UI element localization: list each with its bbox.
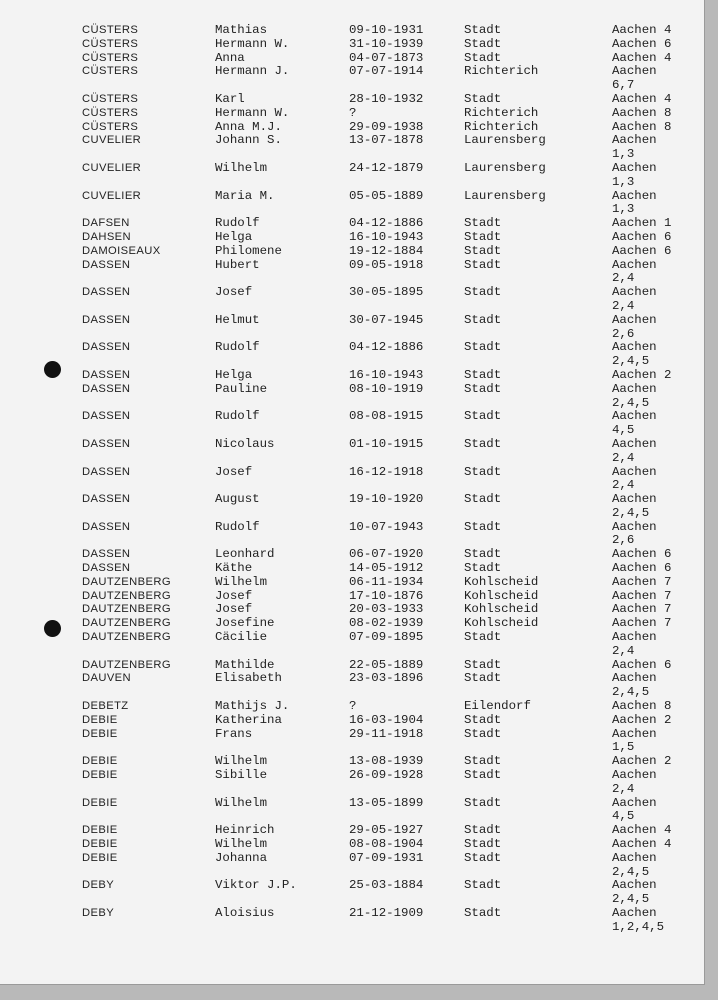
birth-date: 08-08-1915 — [349, 409, 424, 424]
district: Stadt — [464, 878, 502, 893]
city-code-continuation: 1,3 — [612, 202, 635, 217]
city-code-continuation: 2,4,5 — [612, 892, 650, 907]
surname: DEBIE — [82, 769, 118, 782]
given-name: Philomene — [215, 243, 282, 258]
record-row — [0, 493, 704, 521]
surname: DAHSEN — [82, 230, 132, 243]
surname: CÜSTERS — [82, 120, 139, 133]
birth-date: 19-12-1884 — [349, 243, 424, 258]
surname: DEBIE — [82, 851, 118, 864]
surname: CÜSTERS — [82, 37, 139, 50]
city-code: Aachen — [612, 285, 657, 300]
city-code: Aachen 6 — [612, 547, 672, 562]
record-row — [0, 562, 704, 576]
given-name: Nicolaus — [215, 436, 275, 451]
given-name: Johann S. — [215, 133, 282, 148]
city-code-continuation: 2,4 — [612, 643, 635, 658]
birth-date: 07-09-1931 — [349, 850, 424, 865]
given-name: Mathias — [215, 23, 268, 37]
city-code: Aachen — [612, 906, 657, 920]
surname: DEBETZ — [82, 700, 129, 713]
city-code: Aachen — [612, 133, 657, 148]
city-code: Aachen 6 — [612, 36, 672, 51]
given-name: Viktor J.P. — [215, 878, 297, 893]
record-row — [0, 121, 704, 135]
birth-date: 23-03-1896 — [349, 671, 424, 686]
birth-date: 08-10-1919 — [349, 381, 424, 396]
surname: DASSEN — [82, 548, 131, 561]
district: Stadt — [464, 547, 502, 562]
district: Laurensberg — [464, 188, 546, 203]
birth-date: 17-10-1876 — [349, 588, 424, 603]
city-code: Aachen — [612, 726, 657, 741]
surname: CÜSTERS — [82, 24, 139, 36]
record-row — [0, 590, 704, 604]
surname: DEBIE — [82, 838, 118, 851]
record-row — [0, 438, 704, 466]
surname: DASSEN — [82, 341, 131, 354]
district: Stadt — [464, 712, 502, 727]
given-name: Wilhelm — [215, 574, 268, 589]
district: Stadt — [464, 754, 502, 769]
birth-date: 09-10-1931 — [349, 23, 424, 37]
district: Stadt — [464, 436, 502, 451]
given-name: Karl — [215, 91, 245, 106]
birth-date: 29-09-1938 — [349, 119, 424, 134]
city-code: Aachen 6 — [612, 561, 672, 576]
record-row — [0, 383, 704, 411]
birth-date: 04-12-1886 — [349, 216, 424, 231]
city-code: Aachen — [612, 64, 657, 79]
given-name: Rudolf — [215, 340, 260, 355]
city-code: Aachen 6 — [612, 657, 672, 672]
given-name: Anna M.J. — [215, 119, 282, 134]
city-code-continuation: 1,5 — [612, 740, 635, 755]
surname: DEBIE — [82, 713, 118, 726]
surname: DAUVEN — [82, 672, 132, 685]
city-code: Aachen 7 — [612, 602, 672, 617]
record-row — [0, 369, 704, 383]
surname: CÜSTERS — [82, 51, 139, 64]
district: Stadt — [464, 561, 502, 576]
birth-date: 04-12-1886 — [349, 340, 424, 355]
birth-date: 14-05-1912 — [349, 561, 424, 576]
record-row — [0, 259, 704, 287]
surname: DASSEN — [82, 562, 131, 575]
city-code: Aachen 7 — [612, 616, 672, 631]
surname: DASSEN — [82, 258, 131, 271]
birth-date: 29-05-1927 — [349, 823, 424, 838]
birth-date: 31-10-1939 — [349, 36, 424, 51]
birth-date: 25-03-1884 — [349, 878, 424, 893]
record-row — [0, 755, 704, 769]
district: Eilendorf — [464, 699, 531, 714]
district: Stadt — [464, 229, 502, 244]
birth-date: 06-07-1920 — [349, 547, 424, 562]
record-row — [0, 852, 704, 880]
district: Laurensberg — [464, 133, 546, 148]
given-name: August — [215, 492, 260, 507]
birth-date: 13-07-1878 — [349, 133, 424, 148]
surname: DEBY — [82, 907, 115, 919]
birth-date: 20-03-1933 — [349, 602, 424, 617]
surname: DASSEN — [82, 410, 131, 423]
given-name: Josef — [215, 285, 253, 300]
city-code: Aachen 1 — [612, 216, 672, 231]
surname: DAMOISEAUX — [82, 244, 161, 257]
given-name: Mathilde — [215, 657, 275, 672]
district: Stadt — [464, 837, 502, 852]
birth-date: 04-07-1873 — [349, 50, 424, 65]
record-row — [0, 797, 704, 825]
city-code: Aachen 4 — [612, 23, 672, 37]
given-name: Hubert — [215, 257, 260, 272]
surname: CÜSTERS — [82, 65, 139, 78]
given-name: Käthe — [215, 561, 253, 576]
given-name: Wilhelm — [215, 837, 268, 852]
city-code: Aachen — [612, 671, 657, 686]
city-code-continuation: 4,5 — [612, 423, 635, 438]
given-name: Katherina — [215, 712, 282, 727]
district: Stadt — [464, 367, 502, 382]
record-row — [0, 769, 704, 797]
given-name: Wilhelm — [215, 754, 268, 769]
city-code: Aachen — [612, 464, 657, 479]
record-row — [0, 728, 704, 756]
given-name: Hermann W. — [215, 36, 290, 51]
record-row — [0, 672, 704, 700]
city-code: Aachen 8 — [612, 119, 672, 134]
record-row — [0, 134, 704, 162]
district: Stadt — [464, 906, 502, 920]
record-row — [0, 879, 704, 907]
birth-date: 06-11-1934 — [349, 574, 424, 589]
district: Stadt — [464, 519, 502, 534]
district: Stadt — [464, 216, 502, 231]
surname: DASSEN — [82, 493, 131, 506]
city-code-continuation: 4,5 — [612, 809, 635, 824]
city-code: Aachen — [612, 519, 657, 534]
given-name: Frans — [215, 726, 253, 741]
surname: DAFSEN — [82, 217, 130, 230]
district: Stadt — [464, 657, 502, 672]
given-name: Pauline — [215, 381, 268, 396]
surname: CÜSTERS — [82, 106, 139, 119]
birth-date: 16-12-1918 — [349, 464, 424, 479]
district: Stadt — [464, 464, 502, 479]
birth-date: 07-07-1914 — [349, 64, 424, 79]
city-code: Aachen 4 — [612, 837, 672, 852]
city-code: Aachen — [612, 850, 657, 865]
given-name: Rudolf — [215, 519, 260, 534]
city-code-continuation: 1,3 — [612, 174, 635, 189]
record-row — [0, 603, 704, 617]
surname: DEBIE — [82, 755, 118, 768]
city-code: Aachen — [612, 795, 657, 810]
birth-date: ? — [349, 699, 357, 714]
city-code: Aachen — [612, 381, 657, 396]
city-code-continuation: 2,4 — [612, 781, 635, 796]
district: Richterich — [464, 119, 539, 134]
district: Laurensberg — [464, 160, 546, 175]
city-code-continuation: 2,6 — [612, 533, 635, 548]
city-code-continuation: 1,2,4,5 — [612, 919, 665, 934]
surname: DASSEN — [82, 286, 131, 299]
district: Stadt — [464, 726, 502, 741]
city-code: Aachen 4 — [612, 50, 672, 65]
surname: CÜSTERS — [82, 92, 139, 105]
district: Stadt — [464, 630, 502, 645]
surname: DEBY — [82, 879, 115, 892]
surname: CUVELIER — [82, 161, 142, 174]
record-row — [0, 907, 704, 935]
record-row — [0, 24, 704, 38]
city-code: Aachen — [612, 878, 657, 893]
record-row — [0, 631, 704, 659]
city-code: Aachen 2 — [612, 367, 672, 382]
surname: DEBIE — [82, 727, 118, 740]
birth-date: 30-07-1945 — [349, 312, 424, 327]
city-code: Aachen 8 — [612, 699, 672, 714]
birth-date: 09-05-1918 — [349, 257, 424, 272]
district: Stadt — [464, 409, 502, 424]
city-code-continuation: 2,4 — [612, 478, 635, 493]
surname: DAUTZENBERG — [82, 589, 171, 602]
given-name: Rudolf — [215, 409, 260, 424]
city-code: Aachen — [612, 160, 657, 175]
birth-date: 13-08-1939 — [349, 754, 424, 769]
given-name: Josef — [215, 588, 253, 603]
given-name: Helga — [215, 229, 253, 244]
surname: DAUTZENBERG — [82, 575, 171, 588]
record-row — [0, 659, 704, 673]
city-code: Aachen 4 — [612, 91, 672, 106]
district: Stadt — [464, 50, 502, 65]
city-code-continuation: 2,4,5 — [612, 354, 650, 369]
surname: DASSEN — [82, 437, 131, 450]
given-name: Hermann W. — [215, 105, 290, 120]
given-name: Heinrich — [215, 823, 275, 838]
surname: DAUTZENBERG — [82, 631, 171, 644]
birth-date: 26-09-1928 — [349, 768, 424, 783]
city-code: Aachen — [612, 340, 657, 355]
given-name: Wilhelm — [215, 795, 268, 810]
city-code: Aachen — [612, 257, 657, 272]
city-code: Aachen — [612, 188, 657, 203]
given-name: Aloisius — [215, 906, 275, 920]
district: Stadt — [464, 795, 502, 810]
city-code: Aachen 2 — [612, 712, 672, 727]
birth-date: 22-05-1889 — [349, 657, 424, 672]
city-code: Aachen — [612, 409, 657, 424]
given-name: Josefine — [215, 616, 275, 631]
given-name: Maria M. — [215, 188, 275, 203]
birth-date: 16-10-1943 — [349, 229, 424, 244]
birth-date: 28-10-1932 — [349, 91, 424, 106]
given-name: Josef — [215, 602, 253, 617]
district: Kohlscheid — [464, 588, 539, 603]
city-code: Aachen 8 — [612, 105, 672, 120]
record-row — [0, 548, 704, 562]
city-code: Aachen 2 — [612, 754, 672, 769]
surname: DASSEN — [82, 368, 131, 381]
city-code-continuation: 2,4,5 — [612, 395, 650, 410]
birth-date: 30-05-1895 — [349, 285, 424, 300]
district: Stadt — [464, 340, 502, 355]
given-name: Josef — [215, 464, 253, 479]
given-name: Cäcilie — [215, 630, 268, 645]
birth-date: 07-09-1895 — [349, 630, 424, 645]
record-row — [0, 576, 704, 590]
city-code-continuation: 2,4 — [612, 450, 635, 465]
given-name: Mathijs J. — [215, 699, 290, 714]
record-row — [0, 824, 704, 838]
district: Kohlscheid — [464, 574, 539, 589]
district: Stadt — [464, 36, 502, 51]
surname: CUVELIER — [82, 134, 142, 147]
birth-date: 13-05-1899 — [349, 795, 424, 810]
given-name: Helmut — [215, 312, 260, 327]
record-row — [0, 410, 704, 438]
birth-date: 05-05-1889 — [349, 188, 424, 203]
record-row — [0, 700, 704, 714]
city-code: Aachen — [612, 436, 657, 451]
district: Richterich — [464, 105, 539, 120]
given-name: Helga — [215, 367, 253, 382]
birth-date: 16-10-1943 — [349, 367, 424, 382]
record-list — [0, 24, 704, 935]
record-row — [0, 52, 704, 66]
surname: DEBIE — [82, 824, 118, 837]
district: Stadt — [464, 850, 502, 865]
birth-date: 19-10-1920 — [349, 492, 424, 507]
given-name: Anna — [215, 50, 245, 65]
district: Stadt — [464, 671, 502, 686]
birth-date: 10-07-1943 — [349, 519, 424, 534]
district: Stadt — [464, 91, 502, 106]
record-row — [0, 521, 704, 549]
city-code-continuation: 2,6 — [612, 326, 635, 341]
city-code: Aachen 4 — [612, 823, 672, 838]
record-row — [0, 286, 704, 314]
city-code: Aachen — [612, 768, 657, 783]
birth-date: 08-02-1939 — [349, 616, 424, 631]
city-code-continuation: 2,4,5 — [612, 505, 650, 520]
city-code-continuation: 2,4,5 — [612, 864, 650, 879]
birth-date: 16-03-1904 — [349, 712, 424, 727]
district: Kohlscheid — [464, 602, 539, 617]
record-row — [0, 714, 704, 728]
city-code-continuation: 2,4,5 — [612, 685, 650, 700]
given-name: Rudolf — [215, 216, 260, 231]
given-name: Hermann J. — [215, 64, 290, 79]
district: Stadt — [464, 23, 502, 37]
district: Richterich — [464, 64, 539, 79]
district: Stadt — [464, 823, 502, 838]
record-row — [0, 838, 704, 852]
surname: DAUTZENBERG — [82, 617, 171, 630]
district: Stadt — [464, 257, 502, 272]
city-code-continuation: 2,4 — [612, 298, 635, 313]
district: Stadt — [464, 285, 502, 300]
record-row — [0, 217, 704, 231]
city-code: Aachen 7 — [612, 574, 672, 589]
birth-date: 08-08-1904 — [349, 837, 424, 852]
city-code-continuation: 6,7 — [612, 78, 635, 93]
record-row — [0, 93, 704, 107]
birth-date: 21-12-1909 — [349, 906, 424, 920]
district: Stadt — [464, 381, 502, 396]
surname: DAUTZENBERG — [82, 658, 171, 671]
surname: DASSEN — [82, 520, 131, 533]
record-row — [0, 341, 704, 369]
record-row — [0, 65, 704, 93]
city-code: Aachen — [612, 630, 657, 645]
surname: DEBIE — [82, 796, 118, 809]
surname: DASSEN — [82, 382, 131, 395]
city-code-continuation: 2,4 — [612, 271, 635, 286]
record-row — [0, 245, 704, 259]
city-code-continuation: 1,3 — [612, 147, 635, 162]
district: Stadt — [464, 768, 502, 783]
district: Kohlscheid — [464, 616, 539, 631]
record-row — [0, 162, 704, 190]
given-name: Elisabeth — [215, 671, 282, 686]
surname: DAUTZENBERG — [82, 603, 171, 616]
surname: DASSEN — [82, 465, 131, 478]
given-name: Wilhelm — [215, 160, 268, 175]
surname: DASSEN — [82, 313, 131, 326]
birth-date: 29-11-1918 — [349, 726, 424, 741]
record-row — [0, 107, 704, 121]
city-code: Aachen 7 — [612, 588, 672, 603]
district: Stadt — [464, 243, 502, 258]
record-row — [0, 466, 704, 494]
birth-date: 01-10-1915 — [349, 436, 424, 451]
given-name: Sibille — [215, 768, 268, 783]
city-code: Aachen 6 — [612, 243, 672, 258]
given-name: Leonhard — [215, 547, 275, 562]
record-row — [0, 38, 704, 52]
district: Stadt — [464, 312, 502, 327]
surname: CUVELIER — [82, 189, 142, 202]
birth-date: ? — [349, 105, 357, 120]
record-row — [0, 231, 704, 245]
city-code: Aachen — [612, 492, 657, 507]
city-code: Aachen — [612, 312, 657, 327]
record-row — [0, 617, 704, 631]
given-name: Johanna — [215, 850, 268, 865]
record-row — [0, 190, 704, 218]
birth-date: 24-12-1879 — [349, 160, 424, 175]
record-row — [0, 314, 704, 342]
city-code: Aachen 6 — [612, 229, 672, 244]
district: Stadt — [464, 492, 502, 507]
